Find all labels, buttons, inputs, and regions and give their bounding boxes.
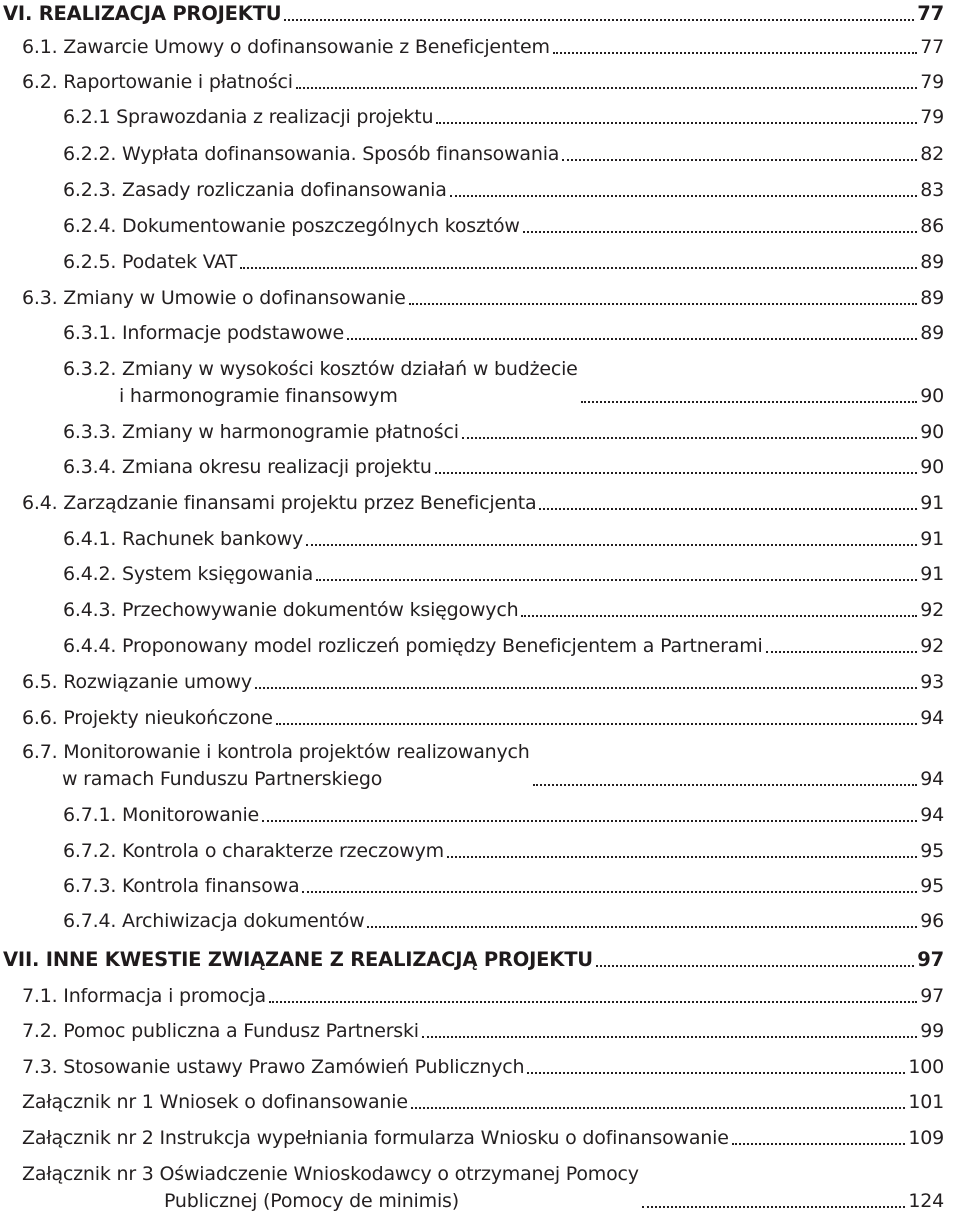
toc-entry-title (63, 145, 559, 164)
toc-page-number: 90 (920, 421, 944, 443)
toc-entry[interactable] (63, 181, 944, 200)
toc-page-number: 77 (917, 2, 944, 25)
toc-entry[interactable] (63, 601, 944, 620)
toc-entry[interactable] (63, 637, 944, 656)
toc-entry[interactable] (63, 360, 944, 406)
toc-entry-title (3, 4, 281, 24)
toc-entry-title (22, 73, 293, 92)
toc-entry-title-line: 7.2. Pomoc publiczna a Fundusz Partnerski (22, 1020, 419, 1042)
toc-page-number: 92 (920, 599, 944, 621)
toc-entry-title (63, 842, 444, 861)
toc-entry[interactable] (22, 743, 944, 789)
dot-leader (347, 338, 917, 340)
toc-page-number: 101 (908, 1091, 944, 1113)
toc-page-number: 89 (920, 251, 944, 273)
toc-entry-title (22, 1058, 524, 1077)
toc-entry-title-line: 6.1. Zawarcie Umowy o dofinansowanie z Beneficjentem (22, 36, 550, 58)
dot-leader (422, 1036, 917, 1038)
toc-entry[interactable] (63, 324, 944, 343)
toc-page-number: 100 (908, 1056, 944, 1078)
toc-entry[interactable] (63, 842, 944, 861)
dot-leader (523, 231, 917, 233)
toc-entry-title-line: 7.3. Stosowanie ustawy Prawo Zamówień Publicznych (22, 1056, 525, 1078)
toc-entry-title-continuation: i harmonogramie finansowym (119, 385, 398, 407)
toc-page-number: 93 (920, 671, 944, 693)
toc-entry[interactable] (22, 1129, 944, 1148)
toc-entry-title-line: 7.1. Informacja i promocja (22, 985, 266, 1007)
toc-entry-title-line: Załącznik nr 1 Wniosek o dofinansowanie (22, 1091, 408, 1113)
toc-entry-title-line: 6.2.5. Podatek VAT (63, 251, 238, 273)
toc-entry[interactable] (22, 1058, 944, 1077)
toc-entry-title-line: 6.2.2. Wypłata dofinansowania. Sposób finansowania (63, 143, 560, 165)
toc-page-number: 96 (920, 910, 944, 932)
dot-leader (240, 267, 917, 269)
toc-entry-title-line: 6.7. Monitorowanie i kontrola projektów realizowanych (22, 741, 530, 763)
toc-entry[interactable] (63, 217, 944, 236)
toc-entry-title-line: 6.3.4. Zmiana okresu realizacji projektu (63, 456, 432, 478)
toc-page-number: 95 (920, 875, 944, 897)
toc-entry-title-line: 6.2.3. Zasady rozliczania dofinansowania (63, 179, 447, 201)
toc-entry-title-continuation: Publicznej (Pomocy de minimis) (164, 1190, 459, 1212)
toc-entry-title (63, 108, 433, 127)
toc-entry-title (63, 458, 432, 477)
toc-entry-title-line: VI. REALIZACJA PROJEKTU (3, 2, 282, 25)
toc-entry[interactable] (63, 912, 944, 931)
toc-entry-title-line: 6.7.1. Monitorowanie (63, 804, 260, 826)
toc-entry-title (3, 950, 593, 970)
toc-entry[interactable] (22, 38, 944, 57)
toc-entry-title-line: 6.4.4. Proponowany model rozliczeń pomiędzy Beneficjentem a Partnerami (63, 635, 763, 657)
toc-entry-title-line: 6.3.2. Zmiany w wysokości kosztów działań w budżecie (63, 358, 578, 380)
toc-entry-title (22, 743, 530, 789)
toc-entry-title (22, 987, 266, 1006)
dot-leader (462, 437, 917, 439)
toc-entry-title (22, 1093, 408, 1112)
dot-leader (411, 1107, 905, 1109)
toc-page-number: 94 (920, 804, 944, 826)
dot-leader (316, 579, 917, 581)
dot-leader (284, 19, 914, 21)
toc-entry[interactable] (22, 289, 944, 308)
toc-entry[interactable] (22, 1165, 944, 1211)
toc-page-number: 82 (920, 143, 944, 165)
toc-entry-title (63, 360, 578, 406)
toc-page-number: 124 (908, 1190, 944, 1212)
toc-page-number: 95 (920, 840, 944, 862)
toc-page-number: 109 (908, 1127, 944, 1149)
dot-leader (447, 856, 917, 858)
toc-entry-title-line: 6.7.2. Kontrola o charakterze rzeczowym (63, 840, 444, 862)
toc-entry-title-line: 6.7.3. Kontrola finansowa (63, 875, 300, 897)
toc-page-number: 89 (920, 322, 944, 344)
toc-entry[interactable] (63, 806, 944, 825)
toc-entry-title-line: 6.5. Rozwiązanie umowy (22, 671, 252, 693)
dot-leader (296, 87, 917, 89)
dot-leader (527, 1072, 905, 1074)
toc-entry[interactable] (3, 4, 944, 24)
toc-entry-title-line: 6.4.2. System księgowania (63, 563, 314, 585)
dot-leader (450, 195, 918, 197)
toc-page-number: 97 (920, 985, 944, 1007)
dot-leader (302, 891, 917, 893)
toc-entry[interactable] (22, 673, 944, 692)
toc-entry[interactable] (63, 458, 944, 477)
toc-entry-title-line: 6.4.1. Rachunek bankowy (63, 528, 304, 550)
toc-page-number: 83 (920, 179, 944, 201)
toc-entry[interactable] (22, 987, 944, 1006)
dot-leader (732, 1143, 906, 1145)
dot-leader (367, 926, 917, 928)
dot-leader (581, 401, 918, 403)
toc-entry[interactable] (63, 877, 944, 896)
dot-leader (262, 820, 917, 822)
toc-page-number: 91 (920, 528, 944, 550)
toc-entry-title-line: VII. INNE KWESTIE ZWIĄZANE Z REALIZACJĄ PROJEKTU (3, 948, 593, 971)
toc-page-number: 86 (920, 215, 944, 237)
toc-entry-title-continuation: w ramach Funduszu Partnerskiego (62, 768, 383, 790)
toc-page-number: 79 (920, 106, 944, 128)
toc-entry-title (63, 601, 518, 620)
dot-leader (255, 687, 917, 689)
toc-page-number: 97 (917, 948, 944, 971)
toc-page-number: 99 (920, 1020, 944, 1042)
dot-leader (435, 472, 917, 474)
dot-leader (306, 544, 917, 546)
toc-entry-title (22, 38, 550, 57)
toc-entry[interactable] (22, 73, 944, 92)
dot-leader (269, 1001, 917, 1003)
toc-entry-title (63, 423, 459, 442)
toc-entry-title (63, 217, 520, 236)
toc-entry[interactable] (63, 145, 944, 164)
toc-entry[interactable] (22, 1022, 944, 1041)
toc-entry[interactable] (22, 494, 944, 513)
toc-entry-title (22, 494, 536, 513)
dot-leader (436, 122, 917, 124)
dot-leader (276, 723, 917, 725)
toc-page-number: 77 (920, 36, 944, 58)
toc-entry-title (22, 289, 406, 308)
toc-entry-title-line: Załącznik nr 2 Instrukcja wypełniania formularza Wniosku o dofinansowanie (22, 1127, 729, 1149)
toc-page-number: 94 (920, 707, 944, 729)
toc-entry[interactable] (63, 253, 944, 272)
toc-entry-title (63, 565, 313, 584)
toc-entry-title (22, 1129, 729, 1148)
dot-leader (539, 508, 917, 510)
dot-leader (553, 52, 917, 54)
toc-entry-title (63, 637, 763, 656)
toc-entry-title-line: 6.2. Raportowanie i płatności (22, 71, 293, 93)
toc-entry-title (63, 324, 344, 343)
toc-entry-title (63, 806, 259, 825)
toc-entry-title-line: 6.4. Zarządzanie finansami projektu przez Beneficjenta (22, 492, 537, 514)
toc-entry[interactable] (63, 108, 944, 127)
dot-leader (596, 965, 914, 967)
toc-entry[interactable] (63, 530, 944, 549)
dot-leader (409, 303, 918, 305)
dot-leader (533, 784, 918, 786)
toc-entry-title (63, 253, 237, 272)
toc-entry-title (22, 1022, 419, 1041)
toc-entry[interactable] (63, 423, 944, 442)
toc-entry-title (63, 530, 303, 549)
toc-page-number: 90 (920, 456, 944, 478)
toc-entry-title (22, 709, 273, 728)
toc-entry-title-line: 6.4.3. Przechowywanie dokumentów księgowych (63, 599, 519, 621)
toc-entry-title (63, 912, 364, 931)
toc-entry-title-line: 6.2.4. Dokumentowanie poszczególnych kosztów (63, 215, 520, 237)
toc-entry-title-line: Załącznik nr 3 Oświadczenie Wnioskodawcy o otrzymanej Pomocy (22, 1163, 639, 1185)
toc-page-number: 91 (920, 492, 944, 514)
toc-entry[interactable] (22, 1093, 944, 1112)
toc-page-number: 79 (920, 71, 944, 93)
toc-entry-title-line: 6.3.3. Zmiany w harmonogramie płatności (63, 421, 459, 443)
toc-entry-title (22, 673, 252, 692)
dot-leader (562, 159, 917, 161)
toc-entry-title-line: 6.2.1 Sprawozdania z realizacji projektu (63, 106, 434, 128)
toc-page-number: 91 (920, 563, 944, 585)
dot-leader (642, 1206, 906, 1208)
toc-entry[interactable] (22, 709, 944, 728)
toc-page-number: 90 (920, 385, 944, 407)
toc-entry-title-line: 6.3. Zmiany w Umowie o dofinansowanie (22, 287, 406, 309)
dot-leader (521, 615, 917, 617)
toc-entry-title (22, 1165, 639, 1211)
toc-page-number: 94 (920, 768, 944, 790)
toc-entry[interactable] (63, 565, 944, 584)
toc-entry-title (63, 877, 299, 896)
toc-page-number: 89 (920, 287, 944, 309)
toc-entry-title (63, 181, 447, 200)
toc-entry-title-line: 6.7.4. Archiwizacja dokumentów (63, 910, 365, 932)
dot-leader (766, 651, 918, 653)
toc-entry[interactable] (3, 950, 944, 970)
toc-entry-title-line: 6.3.1. Informacje podstawowe (63, 322, 344, 344)
toc-entry-title-line: 6.6. Projekty nieukończone (22, 707, 273, 729)
toc-page-number: 92 (920, 635, 944, 657)
